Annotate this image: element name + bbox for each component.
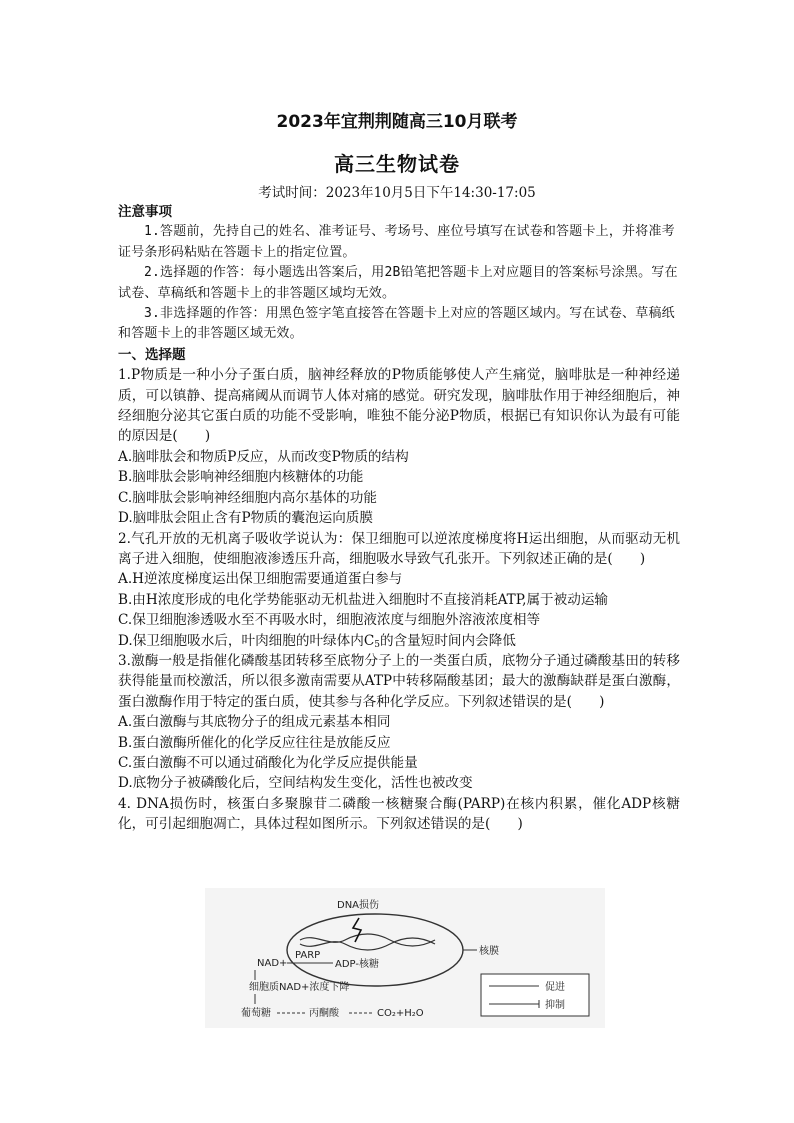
exam-body <box>118 202 680 835</box>
cytoplasm-nad-label: 细胞质NAD+浓度下降 <box>249 982 350 993</box>
nucleus-membrane-label: 核膜 <box>479 946 499 957</box>
section-heading: 一、选择题 <box>118 346 186 363</box>
pyruvate-label: 丙酮酸 <box>309 1008 339 1019</box>
question-1-option-d: D.脑啡肽会阻止含有P物质的囊泡运向质膜 <box>118 510 373 527</box>
question-2-option-d <box>118 631 680 651</box>
parp-label: PARP <box>295 950 321 961</box>
question-2-stem: 2.气孔开放的无机离子吸收学说认为：保卫细胞可以逆浓度梯度将H运出细胞，从而驱动无机离子进入细胞，使细胞液渗透压升高，细胞吸水导致气孔张开。下列叙述正确的是( ) <box>118 530 680 567</box>
question-1-option-c: C.脑啡肽会影响神经细胞内高尔基体的功能 <box>118 489 377 506</box>
parp-diagram-svg <box>205 888 605 1028</box>
question-2-option-d-prefix: D.保卫细胞吸水后，叶肉细胞的叶绿体内C <box>118 632 375 649</box>
notice-item-3: 3.非选择题的作答：用黑色签字笔直接答在答题卡上对应的答题区域内。写在试卷、草稿纸和答题卡上的非答题区域无效。 <box>118 306 675 342</box>
exam-title: 2023年宜荆荆随高三10月联考 <box>276 112 518 132</box>
notice-heading: 注意事项 <box>118 204 172 220</box>
question-2-option-c: C.保卫细胞渗透吸水至不再吸水时，细胞液浓度与细胞外溶液浓度相等 <box>118 612 541 629</box>
question-3-option-c: C.蛋白激酶不可以通过硝酸化为化学反应提供能量 <box>118 754 418 771</box>
question-2-option-b: B.由H浓度形成的电化学势能驱动无机盐进入细胞时不直接消耗ATP,属于被动运输 <box>118 591 609 608</box>
dna-damage-label: DNA损伤 <box>337 900 380 911</box>
question-4-stem: 4. DNA损伤时，核蛋白多聚腺苷二磷酸一核糖聚合酶(PARP)在核内积累，催化ADP核糖化，可引起细胞凋亡，具体过程如图所示。下列叙述错误的是( ) <box>118 795 680 833</box>
question-3-stem: 3.激酶一般是指催化磷酸基团转移至底物分子上的一类蛋白质，底物分子通过磷酸基田的转移获得能量而校激活，所以很多激南需要从ATP中转移隔酸基团；最大的激酶缺群是蛋白激酶，蛋白激酶作用于特定的蛋白质，使其参与各种化学反应。下列叙述错误的是( ) <box>118 652 680 710</box>
notice-item-2: 2.选择题的作答：每小题选出答案后，用2B铅笔把答题卡上对应题目的答案标号涂黑。写在试卷、草稿纸和答题卡上的非答题区域均无效。 <box>118 265 678 301</box>
glucose-label: 葡萄糖 <box>241 1008 271 1019</box>
question-1-stem: 1.P物质是一种小分子蛋白质，脑神经释放的P物质能够使人产生痛觉，脑啡肽是一种神经递质，可以镇静、提高痛阈从而调节人体对痛的感觉。研究发现，脑啡肽作用于神经细胞后，神经细胞分泌其它蛋白质的功能不受影响，唯独不能分泌P物质，根据已有知识你认为最有可能的原因是( ) <box>118 367 680 445</box>
question-3-option-a: A.蛋白激酶与其底物分子的组成元素基本相同 <box>118 714 391 731</box>
exam-subtitle: 高三生物试卷 <box>334 152 460 176</box>
adp-ribose-label: ADP-核糖 <box>335 959 379 970</box>
legend-promote-label: 促进 <box>545 982 565 993</box>
legend-inhibit-label: 抑制 <box>545 1000 565 1011</box>
question-1-option-a: A.脑啡肽会和物质P反应，从而改变P物质的结构 <box>118 448 409 465</box>
legend-box <box>481 974 589 1016</box>
question-3-option-b: B.蛋白激酶所催化的化学反应往往是放能反应 <box>118 734 391 751</box>
question-3-option-d: D.底物分子被磷酸化后，空间结构发生变化，活性也被改变 <box>118 775 473 792</box>
question-1-option-b: B.脑啡肽会影响神经细胞内核糖体的功能 <box>118 469 364 486</box>
question-2-option-a: A.H逆浓度梯度运出保卫细胞需要通道蛋白参与 <box>118 571 403 588</box>
parp-diagram <box>205 888 605 1028</box>
nad-label: NAD+ <box>257 958 288 969</box>
exam-time: 考试时间：2023年10月5日下午14:30-17:05 <box>258 185 536 201</box>
question-2-option-d-suffix: 的含量短时间内会降低 <box>379 632 516 649</box>
co2-h2o-label: CO₂+H₂O <box>377 1008 424 1019</box>
notice-item-1: 1.答题前，先持自己的姓名、准考证号、考场号、座位号填写在试卷和答题卡上，并将准考证号条形码粘贴在答题卡上的指定位置。 <box>118 224 675 260</box>
question-2-option-d-subscript: 5 <box>374 639 380 650</box>
